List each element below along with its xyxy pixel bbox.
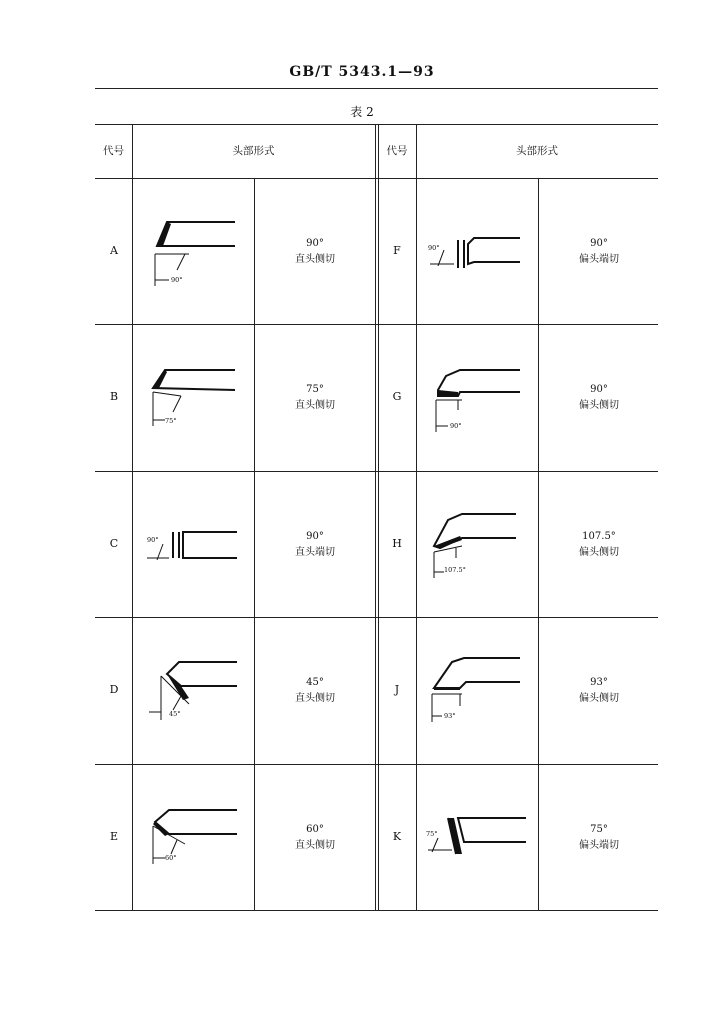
table-top-rule bbox=[95, 124, 658, 125]
angle-value: 75° bbox=[306, 384, 324, 395]
tool-sketch-h bbox=[426, 506, 526, 582]
row-description bbox=[538, 675, 660, 707]
row-description bbox=[538, 236, 660, 268]
header-form-right: 头部形式 bbox=[516, 145, 558, 157]
row-description bbox=[254, 675, 376, 707]
form-name: 偏头端切 bbox=[579, 254, 619, 265]
row-description bbox=[254, 382, 376, 414]
tool-sketch-e bbox=[145, 800, 245, 870]
table-bottom-rule bbox=[95, 910, 658, 911]
row-code: F bbox=[393, 244, 401, 257]
angle-value: 60° bbox=[306, 824, 324, 835]
angle-label: 90° bbox=[171, 276, 183, 284]
row-divider bbox=[95, 617, 658, 618]
row-code: D bbox=[109, 683, 119, 696]
tool-sketch-g bbox=[428, 360, 528, 436]
angle-label: 60° bbox=[165, 854, 177, 862]
header-rule bbox=[95, 88, 658, 89]
tool-sketch-a bbox=[145, 210, 245, 290]
row-code: B bbox=[109, 390, 119, 403]
tool-sketch-f bbox=[424, 226, 530, 278]
standard-header: GB/T 5343.1—93 bbox=[289, 64, 435, 80]
tool-sketch-j bbox=[426, 650, 526, 726]
header-form-left: 头部形式 bbox=[232, 145, 275, 157]
tool-sketch-b bbox=[145, 360, 245, 430]
angle-label: 90° bbox=[450, 422, 462, 430]
angle-label: 45° bbox=[169, 710, 181, 718]
angle-label: 107.5° bbox=[444, 566, 466, 574]
grid-line-v bbox=[132, 124, 133, 910]
row-code: E bbox=[109, 830, 119, 843]
row-code: J bbox=[394, 683, 400, 696]
row-description bbox=[538, 382, 660, 414]
row-description bbox=[254, 822, 376, 854]
tool-sketch-k bbox=[424, 810, 532, 862]
row-code: C bbox=[109, 537, 119, 550]
form-name: 偏头侧切 bbox=[579, 400, 619, 411]
form-name: 直头侧切 bbox=[295, 693, 335, 704]
angle-value: 90° bbox=[306, 238, 324, 249]
row-code: H bbox=[392, 537, 402, 550]
angle-label: 90° bbox=[147, 536, 159, 544]
grid-line-v bbox=[416, 124, 417, 910]
row-code: A bbox=[110, 244, 118, 257]
grid-line-v bbox=[378, 124, 379, 910]
form-name: 偏头侧切 bbox=[579, 547, 619, 558]
angle-label: 90° bbox=[428, 244, 440, 252]
form-name: 直头端切 bbox=[295, 547, 335, 558]
angle-value: 90° bbox=[590, 384, 608, 395]
form-name: 直头侧切 bbox=[295, 840, 335, 851]
header-code-right: 代号 bbox=[386, 145, 408, 157]
table-caption: 表 2 bbox=[350, 105, 374, 119]
row-code: K bbox=[392, 830, 402, 843]
angle-label: 93° bbox=[444, 712, 456, 720]
row-code: G bbox=[392, 390, 402, 403]
angle-value: 90° bbox=[306, 531, 324, 542]
angle-value: 45° bbox=[306, 677, 324, 688]
tool-sketch-d bbox=[145, 650, 245, 724]
angle-value: 93° bbox=[590, 677, 608, 688]
row-divider bbox=[95, 324, 658, 325]
tool-sketch-c bbox=[145, 520, 245, 570]
row-description bbox=[538, 822, 660, 854]
table-header-rule bbox=[95, 178, 658, 179]
form-name: 偏头侧切 bbox=[579, 693, 619, 704]
row-divider bbox=[95, 471, 658, 472]
row-description bbox=[254, 529, 376, 561]
row-description bbox=[254, 236, 376, 268]
header-code-left: 代号 bbox=[103, 145, 124, 157]
angle-value: 90° bbox=[590, 238, 608, 249]
angle-label: 75° bbox=[165, 417, 177, 425]
form-name: 直头侧切 bbox=[295, 400, 335, 411]
row-description bbox=[538, 529, 660, 561]
angle-label: 75° bbox=[426, 830, 438, 838]
angle-value: 75° bbox=[590, 824, 608, 835]
form-name: 直头侧切 bbox=[295, 254, 335, 265]
row-divider bbox=[95, 764, 658, 765]
form-name: 偏头端切 bbox=[579, 840, 619, 851]
angle-value: 107.5° bbox=[582, 531, 616, 542]
